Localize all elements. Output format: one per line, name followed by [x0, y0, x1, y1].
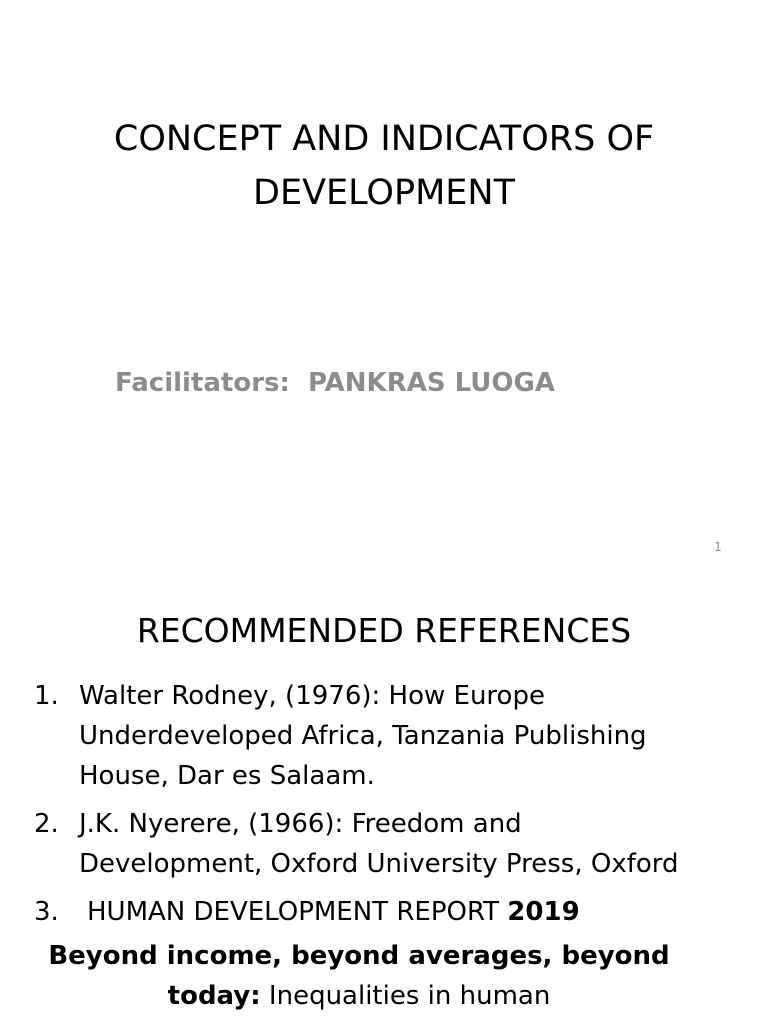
references-list: [34, 676, 724, 1016]
report-subtitle: [34, 936, 724, 1016]
reference-line: Walter Rodney, (1976): How Europe: [79, 681, 545, 711]
reference-line: Underdeveloped Africa, Tanzania Publishing: [79, 721, 647, 751]
facilitators-line: [115, 368, 555, 398]
title-line-1: CONCEPT AND INDICATORS OF: [113, 119, 655, 159]
subtitle-line-1: Beyond income, beyond averages, beyond: [48, 941, 670, 971]
reference-number: 3.: [34, 897, 59, 927]
reference-text: HUMAN DEVELOPMENT REPORT: [87, 897, 500, 927]
reference-item-3: [34, 892, 724, 932]
subtitle-bold-lead: today:: [167, 981, 261, 1011]
title-line-2: DEVELOPMENT: [253, 173, 515, 213]
reference-item-1: [34, 676, 724, 796]
reference-item-2: [34, 804, 724, 884]
slide-title: [40, 112, 728, 220]
reference-year: 2019: [507, 897, 580, 927]
references-title: RECOMMENDED REFERENCES: [136, 611, 632, 650]
facilitators-name: PANKRAS LUOGA: [308, 368, 555, 398]
reference-line: J.K. Nyerere, (1966): Freedom and: [79, 809, 522, 839]
facilitators-label: Facilitators:: [115, 368, 290, 398]
reference-number: 1.: [34, 681, 59, 711]
slide-2: [0, 576, 768, 1024]
slide-number: 1: [714, 540, 722, 554]
reference-line: Development, Oxford University Press, Oxford: [79, 849, 679, 879]
subtitle-rest: Inequalities in human: [268, 981, 551, 1011]
reference-number: 2.: [34, 809, 59, 839]
reference-line: House, Dar es Salaam.: [79, 761, 375, 791]
